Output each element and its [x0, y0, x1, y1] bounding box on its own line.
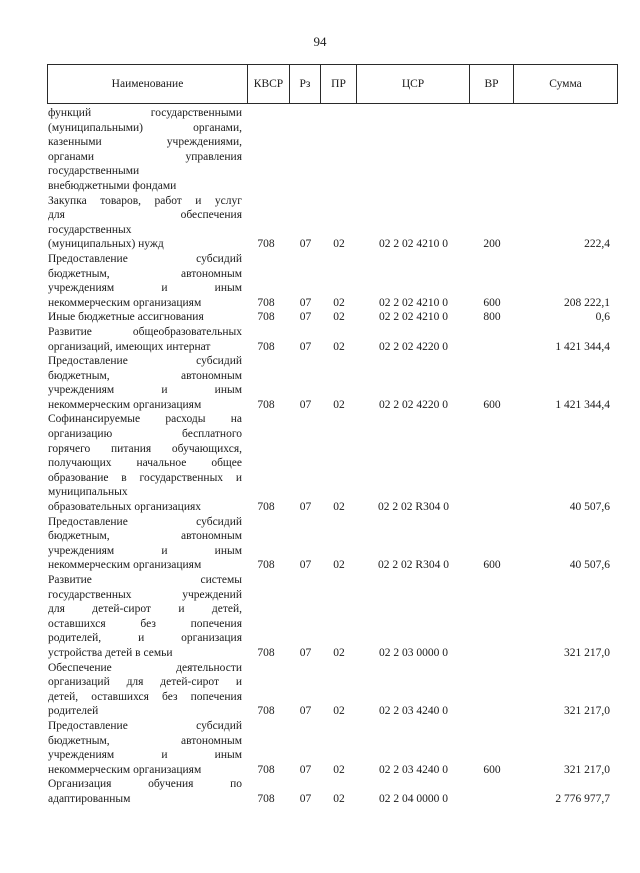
header-csr: ЦСР: [357, 65, 470, 104]
row-kvsr: 708: [257, 340, 275, 353]
row-csr: 02 2 04 0000 0: [379, 792, 448, 805]
header-vr: ВР: [470, 65, 514, 104]
header-name: Наименование: [48, 65, 248, 104]
row-kvsr: 708: [257, 559, 275, 572]
row-kvsr: 708: [257, 398, 275, 411]
table-row: [48, 719, 618, 777]
row-rz: 07: [299, 398, 312, 411]
row-vr: 200: [483, 238, 501, 251]
row-pr: 02: [333, 311, 345, 324]
row-vr: 600: [483, 763, 501, 776]
row-name-line: образовательных организациях: [48, 501, 202, 514]
row-rz: 07: [299, 763, 312, 776]
row-name-line: Предоставление субсидий: [48, 252, 242, 265]
row-name-line: казенными учреждениями,: [48, 136, 242, 149]
row-csr: 02 2 02 4210 0: [379, 296, 448, 309]
header-pr: ПР: [321, 65, 357, 104]
table-body: [48, 106, 618, 807]
row-sum: 1 421 344,4: [555, 398, 610, 411]
row-name: [48, 354, 242, 412]
row-name-line: детей, оставшихся без попечения: [48, 690, 242, 703]
row-pr: 02: [333, 792, 345, 805]
row-csr: 02 2 02 R304 0: [378, 559, 449, 572]
row-name-line: некоммерческим организациям: [48, 296, 202, 309]
table-row: [48, 515, 618, 573]
header-kvsr: КВСР: [248, 65, 290, 104]
row-kvsr: 708: [257, 705, 275, 718]
row-name: [48, 719, 242, 777]
row-name-line: (муниципальными) органами,: [48, 121, 242, 134]
row-name-line: родителей: [48, 705, 99, 718]
row-sum: 222,4: [584, 238, 610, 251]
row-name-line: Обеспечение деятельности: [48, 661, 242, 674]
row-name-line: органами управления: [48, 150, 242, 163]
row-name-line: бюджетным, автономным: [48, 530, 242, 543]
row-name: [48, 515, 242, 573]
row-pr: 02: [333, 501, 345, 514]
row-name-line: учреждениям и иным: [48, 544, 242, 557]
table-row: [48, 106, 618, 194]
row-name-line: оставшихся без попечения: [48, 617, 242, 630]
row-name-line: некоммерческим организациям: [48, 763, 202, 776]
row-pr: 02: [333, 763, 345, 776]
row-vr: 600: [483, 398, 501, 411]
row-rz: 07: [299, 296, 312, 309]
row-name-line: муниципальных: [48, 486, 128, 499]
row-pr: 02: [333, 559, 345, 572]
row-name-line: Предоставление субсидий: [48, 719, 242, 732]
row-kvsr: 708: [257, 311, 275, 324]
row-name-line: функций государственными: [48, 107, 242, 119]
header-rz: Рз: [290, 65, 321, 104]
page-number: 94: [313, 34, 327, 49]
row-name-line: учреждениям и иным: [48, 749, 242, 762]
header-sum: Сумма: [514, 65, 618, 104]
row-vr: 800: [483, 311, 501, 324]
row-name-line: Закупка товаров, работ и услуг: [48, 194, 242, 207]
table-header: [47, 64, 618, 104]
row-rz: 07: [299, 238, 312, 251]
row-name-line: государственных: [48, 223, 132, 236]
row-name: [48, 573, 242, 661]
row-name-line: государственных учреждений: [48, 588, 242, 601]
row-kvsr: 708: [257, 646, 275, 659]
row-name: [48, 777, 242, 806]
row-sum: 208 222,1: [564, 296, 610, 309]
table-row: [48, 573, 618, 661]
row-name-line: для обеспечения: [48, 209, 242, 222]
row-name-line: Организация обучения по: [48, 778, 242, 791]
row-name-line: внебюджетными фондами: [48, 179, 177, 192]
row-name-line: организацию бесплатного: [48, 428, 242, 441]
row-kvsr: 708: [257, 296, 275, 309]
row-name-line: Предоставление субсидий: [48, 515, 242, 528]
row-name-line: образование в государственных и: [48, 471, 242, 484]
row-pr: 02: [333, 296, 345, 309]
row-name: [48, 310, 242, 325]
row-rz: 07: [299, 646, 312, 659]
table-row: [48, 412, 618, 514]
row-vr: 600: [483, 296, 501, 309]
row-name-line: учреждениям и иным: [48, 282, 242, 295]
row-name: [48, 106, 242, 194]
row-name-line: для детей-сирот и детей,: [48, 603, 242, 616]
row-name-line: устройства детей в семьи: [48, 646, 173, 659]
row-name: [48, 661, 242, 719]
row-name: [48, 252, 242, 310]
row-sum: 40 507,6: [569, 559, 610, 572]
row-sum: 321 217,0: [564, 763, 610, 776]
row-csr: 02 2 02 R304 0: [378, 501, 449, 514]
row-name-line: горячего питания обучающихся,: [48, 442, 242, 455]
row-csr: 02 2 03 4240 0: [379, 705, 448, 718]
row-csr: 02 2 02 4220 0: [379, 398, 448, 411]
row-csr: 02 2 02 4220 0: [379, 340, 448, 353]
row-name-line: Софинансируемые расходы на: [48, 413, 242, 426]
table-row: [48, 661, 618, 719]
row-name-line: бюджетным, автономным: [48, 267, 242, 280]
row-name-line: адаптированным: [48, 792, 131, 805]
row-pr: 02: [333, 705, 345, 718]
row-name-line: Развитие общеобразовательных: [48, 325, 242, 338]
row-rz: 07: [299, 501, 312, 514]
row-pr: 02: [333, 238, 345, 251]
row-rz: 07: [299, 311, 312, 324]
row-rz: 07: [299, 559, 312, 572]
row-pr: 02: [333, 646, 345, 659]
row-rz: 07: [299, 792, 312, 805]
table-row: [48, 777, 618, 806]
row-name: [48, 194, 242, 252]
row-sum: 0,6: [595, 311, 610, 324]
row-sum: 2 776 977,7: [555, 792, 610, 805]
row-name-line: родителей, и организация: [48, 632, 242, 645]
row-name-line: государственными: [48, 165, 140, 178]
table-row: [48, 325, 618, 354]
table-row: [48, 310, 618, 325]
row-name-line: Иные бюджетные ассигнования: [48, 311, 204, 324]
table-row: [48, 252, 618, 310]
row-kvsr: 708: [257, 792, 275, 805]
row-name-line: организаций для детей-сирот и: [48, 676, 242, 689]
row-kvsr: 708: [257, 763, 275, 776]
row-sum: 321 217,0: [564, 705, 610, 718]
row-name-line: Развитие системы: [48, 574, 242, 586]
row-name-line: Предоставление субсидий: [48, 355, 242, 368]
row-name-line: учреждениям и иным: [48, 384, 242, 397]
row-name-line: бюджетным, автономным: [48, 369, 242, 382]
row-name-line: бюджетным, автономным: [48, 734, 242, 747]
row-csr: 02 2 03 0000 0: [379, 646, 448, 659]
row-name-line: организаций, имеющих интернат: [48, 340, 211, 353]
row-sum: 321 217,0: [564, 646, 610, 659]
row-vr: 600: [483, 559, 501, 572]
table-row: [48, 354, 618, 412]
row-pr: 02: [333, 398, 345, 411]
row-csr: 02 2 02 4210 0: [379, 238, 448, 251]
row-csr: 02 2 03 4240 0: [379, 763, 448, 776]
row-name: [48, 412, 242, 514]
row-name-line: получающих начальное общее: [48, 457, 242, 470]
row-sum: 1 421 344,4: [555, 340, 610, 353]
row-sum: 40 507,6: [569, 501, 610, 514]
row-kvsr: 708: [257, 501, 275, 514]
row-name-line: некоммерческим организациям: [48, 398, 202, 411]
row-name: [48, 325, 242, 354]
table-row: [48, 194, 618, 252]
row-pr: 02: [333, 340, 345, 353]
row-name-line: некоммерческим организациям: [48, 559, 202, 572]
row-rz: 07: [299, 705, 312, 718]
row-kvsr: 708: [257, 238, 275, 251]
row-rz: 07: [299, 340, 312, 353]
row-csr: 02 2 02 4210 0: [379, 311, 448, 324]
row-name-line: (муниципальных) нужд: [48, 238, 164, 251]
